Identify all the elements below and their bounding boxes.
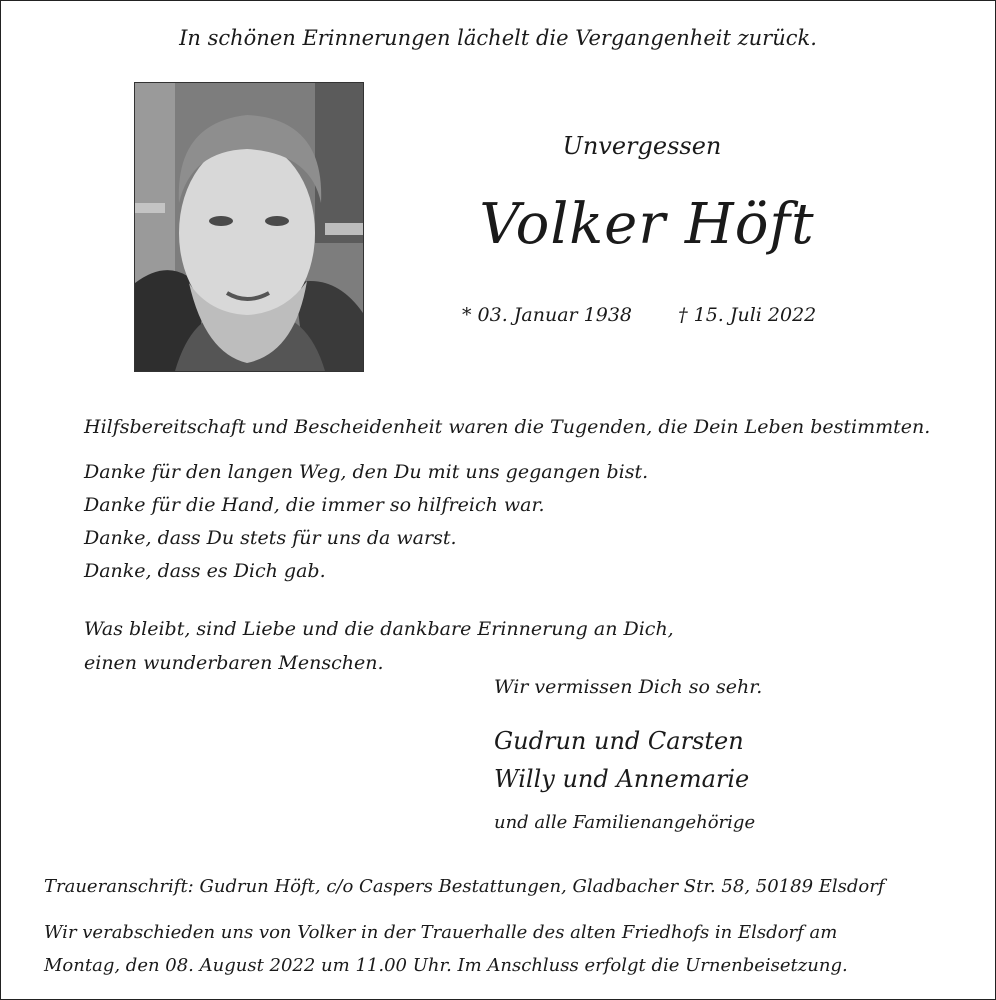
family-text: und alle Familienangehörige [494, 812, 756, 833]
portrait-photo [134, 82, 364, 372]
mourner-name: Gudrun und Carsten [494, 727, 744, 755]
mourner-name: Willy und Annemarie [494, 765, 750, 793]
verse-line: Danke, dass es Dich gab. [84, 560, 326, 582]
verse-line: Was bleibt, sind Liebe und die dankbare Erinnerung an Dich, [84, 618, 674, 640]
birth-date: * 03. Januar 1938 [462, 304, 633, 326]
death-date: † 15. Juli 2022 [678, 304, 817, 326]
mourning-address: Traueranschrift: Gudrun Höft, c/o Caspers Bestattungen, Gladbacher Str. 58, 50189 Elsdorf [44, 876, 885, 897]
miss-text: Wir vermissen Dich so sehr. [494, 676, 763, 698]
service-line: Montag, den 08. August 2022 um 11.00 Uhr. Im Anschluss erfolgt die Urnenbeisetzung. [44, 955, 848, 976]
service-line: Wir verabschieden uns von Volker in der Trauerhalle des alten Friedhofs in Elsdorf am [44, 922, 838, 943]
verse-line: einen wunderbaren Menschen. [84, 652, 384, 674]
motto: In schönen Erinnerungen lächelt die Vergangenheit zurück. [179, 26, 817, 50]
verse-line: Danke, dass Du stets für uns da warst. [84, 527, 457, 549]
intro-text: Unvergessen [562, 132, 722, 160]
verse-line: Danke für die Hand, die immer so hilfreich war. [84, 494, 545, 516]
life-dates [462, 304, 816, 326]
service-info [44, 916, 848, 982]
mourners-list [494, 722, 749, 798]
verse-line: Danke für den langen Weg, den Du mit uns gegangen bist. [84, 461, 649, 483]
deceased-name: Volker Höft [479, 192, 815, 257]
virtues-text: Hilfsbereitschaft und Bescheidenheit waren die Tugenden, die Dein Leben bestimmten. [84, 416, 931, 438]
remains-text [84, 612, 674, 680]
thanks-verse [84, 456, 648, 588]
